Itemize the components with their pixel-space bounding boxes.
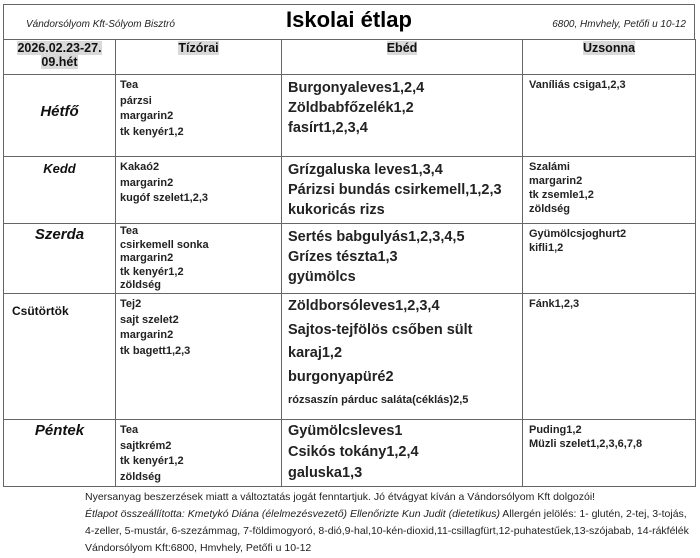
menu-item: tk zsemle1,2 xyxy=(529,189,594,201)
uzsonna-cell xyxy=(523,157,696,224)
menu-item: fasírt1,2,3,4 xyxy=(288,120,368,136)
day-row-pentek xyxy=(4,420,696,487)
menu-item: Zöldbabfőzelék1,2 xyxy=(288,100,414,116)
date-header xyxy=(4,40,116,75)
menu-item: tk kenyér1,2 xyxy=(120,455,184,467)
tizorai-cell xyxy=(116,75,282,157)
menu-item: Tea xyxy=(120,225,139,237)
menu-item: Gyümölcsjoghurt2 xyxy=(529,228,627,240)
day-row-hetfo xyxy=(4,75,696,157)
uzsonna-cell xyxy=(523,224,696,294)
menu-item: gyümölcs xyxy=(288,269,356,285)
menu-table xyxy=(3,39,696,487)
day-name: Kedd xyxy=(4,157,116,224)
menu-item: Tea xyxy=(120,79,139,91)
menu-item: tk kenyér1,2 xyxy=(120,265,184,278)
company-name: Vándorsólyom Kft-Sólyom Bisztró xyxy=(26,19,175,30)
menu-item: Tea xyxy=(120,424,139,436)
menu-item: párzsi xyxy=(120,94,152,107)
menu-item: csirkemell sonka xyxy=(120,238,209,251)
menu-item: Fánk1,2,3 xyxy=(529,298,580,310)
menu-item: Sajtos-tejfölös csőben sült xyxy=(288,321,473,338)
menu-item: Burgonyaleves1,2,4 xyxy=(288,80,425,96)
menu-item: kukoricás rizs xyxy=(288,202,385,218)
page-title: Iskolai étlap xyxy=(286,7,412,32)
company-address: 6800, Hmvhely, Petőfi u 10-12 xyxy=(552,19,686,30)
uzsonna-cell xyxy=(523,294,696,420)
menu-item: Kakaó2 xyxy=(120,161,160,173)
uzsonna-header: Uzsonna xyxy=(523,40,696,75)
menu-item: burgonyapüré2 xyxy=(288,368,394,385)
menu-item: zöldség xyxy=(529,203,570,215)
menu-item: tk bagett1,2,3 xyxy=(120,344,191,357)
menu-item: margarin2 xyxy=(120,329,174,341)
day-row-szerda xyxy=(4,224,696,294)
menu-item: Gyümölcsleves1 xyxy=(288,423,403,439)
menu-item: zöldség xyxy=(120,470,161,483)
footer-credits xyxy=(85,506,695,557)
day-row-csutortok xyxy=(4,294,696,420)
ebed-cell xyxy=(282,294,523,420)
uzsonna-cell xyxy=(523,75,696,157)
menu-item: kifli1,2 xyxy=(529,242,564,254)
tizorai-cell xyxy=(116,420,282,487)
tizorai-header: Tízórai xyxy=(116,40,282,75)
day-name: Szerda xyxy=(4,224,116,294)
menu-item: sajt szelet2 xyxy=(120,313,179,326)
ebed-header: Ebéd xyxy=(282,40,523,75)
tizorai-cell xyxy=(116,294,282,420)
menu-item: Puding1,2 xyxy=(529,424,582,436)
footer-allergens: Allergén jelölés: 1- glutén, 2-tej, 3-tojás, 4-zeller, 5-mustár, 6-szezámmag, 7-földimogyoró, 8-dió,9-hal,10-kén-dioxid,11-csillagfürt,12-puhatestűek,13-szójabab, 14-rákfélék Vándorsólyom Kft:6800, Hmvhely, Petőfi u 10-12 xyxy=(85,508,689,554)
menu-item: margarin2 xyxy=(120,110,174,122)
menu-item: Müzli szelet1,2,3,6,7,8 xyxy=(529,438,643,450)
menu-item: Párizsi bundás csirkemell,1,2,3 xyxy=(288,182,502,198)
menu-item: Tej2 xyxy=(120,298,142,310)
menu-sheet xyxy=(3,4,695,487)
menu-item: karaj1,2 xyxy=(288,345,343,361)
menu-item: sajtkrém2 xyxy=(120,439,172,452)
menu-item: Szalámi xyxy=(529,161,570,173)
uzsonna-cell xyxy=(523,420,696,487)
menu-item: kugóf szelet1,2,3 xyxy=(120,192,209,204)
title-row xyxy=(3,4,695,39)
day-name: Csütörtök xyxy=(4,294,116,420)
menu-item: tk kenyér1,2 xyxy=(120,125,184,138)
date-range: 2026.02.23-27. xyxy=(17,41,102,55)
footer-compiled-by: Étlapot összeállította: Kmetykó Diána (élelmezésvezető) Ellenőrizte Kun Judit (dietetikus) xyxy=(85,508,500,520)
tizorai-cell xyxy=(116,224,282,294)
footer-notes xyxy=(85,489,695,557)
menu-item: Zöldborsóleves1,2,3,4 xyxy=(288,298,440,314)
week-label: 09.hét xyxy=(41,55,78,69)
menu-item: Csikós tokány1,2,4 xyxy=(288,444,419,460)
day-row-kedd xyxy=(4,157,696,224)
menu-item: galuska1,3 xyxy=(288,465,363,481)
menu-item: Grízgaluska leves1,3,4 xyxy=(288,162,443,178)
menu-item: margarin2 xyxy=(120,252,174,264)
header-row xyxy=(4,40,696,75)
footer-notice: Nyersanyag beszerzések miatt a változtatás jogát fenntartjuk. Jó étvágyat kíván a Vándorsólyom Kft dolgozói! xyxy=(85,491,596,503)
ebed-cell xyxy=(282,224,523,294)
menu-item: Sertés babgulyás1,2,3,4,5 xyxy=(288,229,465,245)
day-name: Péntek xyxy=(4,420,116,487)
menu-item: Grízes tészta1,3 xyxy=(288,249,398,265)
ebed-cell xyxy=(282,75,523,157)
menu-item: margarin2 xyxy=(120,176,174,189)
ebed-cell xyxy=(282,157,523,224)
menu-item: rózsaszín párduc saláta(céklás)2,5 xyxy=(288,394,469,406)
menu-item: zöldség xyxy=(120,279,161,291)
tizorai-cell xyxy=(116,157,282,224)
menu-item: margarin2 xyxy=(529,175,583,187)
menu-item: Vaníliás csiga1,2,3 xyxy=(529,79,626,91)
day-name: Hétfő xyxy=(4,75,116,157)
ebed-cell xyxy=(282,420,523,487)
